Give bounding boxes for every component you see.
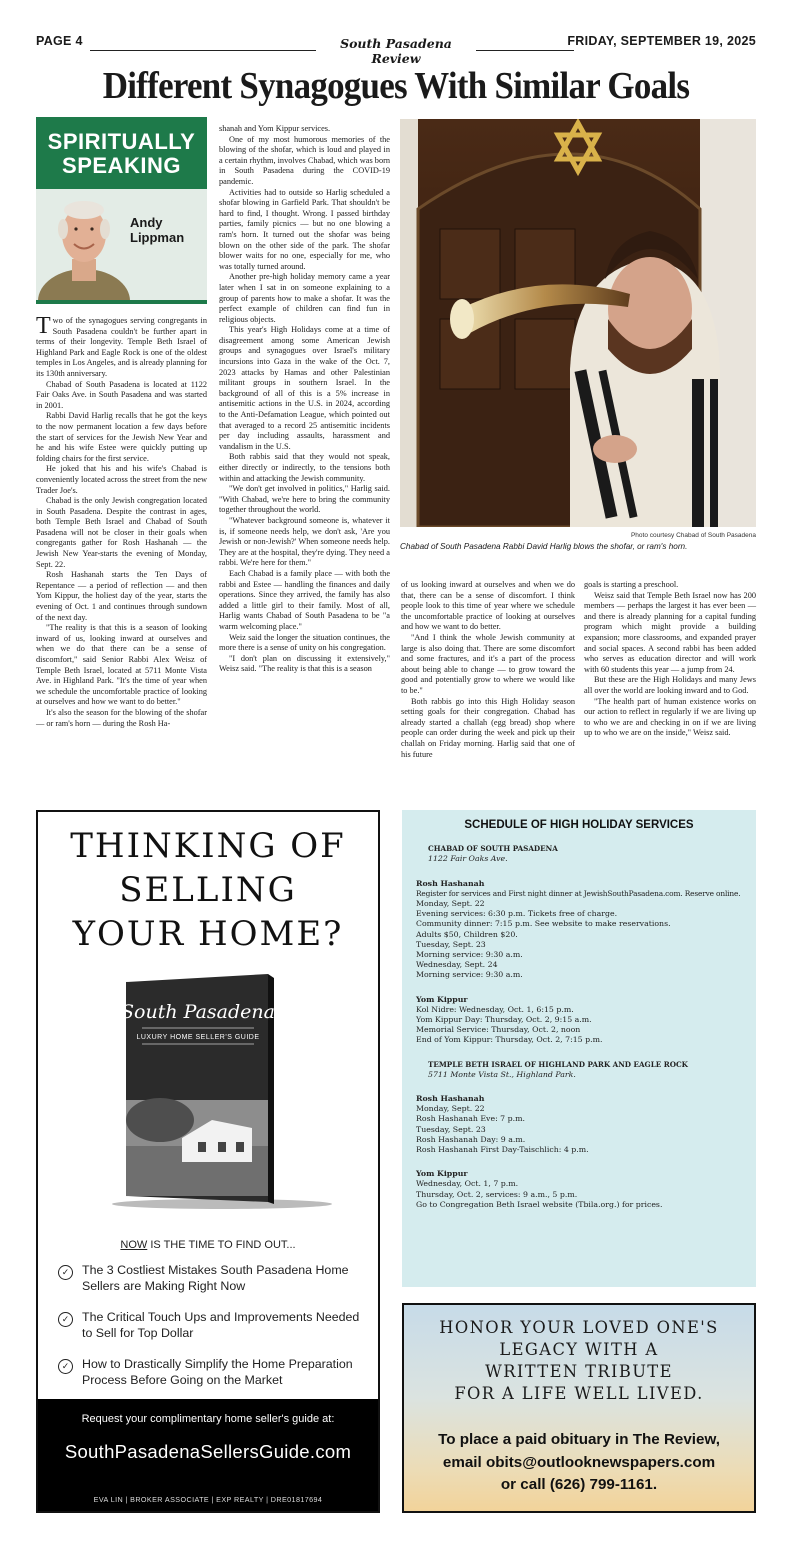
obit-headline-line: LEGACY WITH A xyxy=(499,1340,659,1359)
article-paragraph: Rabbi David Harlig recalls that he got the keys to the now permanent location a few days before the start of services for the Jewish New Year and he and his wife Estee were quickly putting up folding chairs for the first service. xyxy=(36,411,207,463)
schedule-line: Wednesday, Oct. 1, 7 p.m. xyxy=(416,1179,519,1189)
home-seller-ad[interactable] xyxy=(36,810,380,1513)
ad-bullet xyxy=(58,1309,368,1341)
schedule-line: Thursday, Oct. 2, services: 9 a.m., 5 p.m. xyxy=(416,1189,578,1199)
schedule-line: Morning service: 9:30 a.m. xyxy=(416,970,523,980)
ad-headline-line: YOUR HOME? xyxy=(72,914,344,954)
schedule-line: Wednesday, Sept. 24 xyxy=(416,960,498,970)
ad-agent-line: EVA LIN | BROKER ASSOCIATE | EXP REALTY | DRE01817694 xyxy=(93,1495,323,1504)
ad-headline-line: THINKING OF xyxy=(70,826,346,866)
check-circle-icon: ✓ xyxy=(58,1312,73,1327)
ad-bullet xyxy=(58,1356,368,1388)
obit-contact-line: To place a paid obituary in The Review, xyxy=(438,1431,720,1448)
schedule-line: Monday, Sept. 22 xyxy=(416,899,485,909)
article-paragraph: Rosh Hashanah starts the Ten Days of Repentance — a period of reflection — and then Yom Kippur, the holiest day of the year, starts the evening of Oct. 1 and continues through sundown of the next day. xyxy=(36,570,207,622)
schedule-line: Morning service: 9:30 a.m. xyxy=(416,950,523,960)
schedule-line: End of Yom Kippur: Thursday, Oct. 2, 7:15 p.m. xyxy=(416,1035,603,1045)
schedule-org-name: CHABAD OF SOUTH PASADENA xyxy=(428,844,558,854)
check-circle-icon: ✓ xyxy=(58,1265,73,1280)
obituary-ad[interactable] xyxy=(402,1303,756,1513)
article-column-2 xyxy=(219,124,390,794)
article-paragraph: Chabad is the only Jewish congregation located in South Pasadena. Despite the contrast in ages, both Temple Beth Israel and Chabad of South Pasadena will not be closer in their goals when congregants gather for Rosh Hashanah — the Jewish New Year-starts the evening of Monday, Sept. 22. xyxy=(36,496,207,569)
schedule-line: Kol Nidre: Wednesday, Oct. 1, 6:15 p.m. xyxy=(416,1004,574,1014)
obit-phone-line: or call (626) 799-1161. xyxy=(500,1476,658,1493)
check-circle-icon: ✓ xyxy=(58,1359,73,1374)
article-paragraph: goals is starting a preschool. xyxy=(584,580,679,589)
column-sig-rule xyxy=(36,300,207,304)
article-paragraph: "The reality is that this is a season of looking inward of us, looking inward at ourselves and when we do that there can be a sense of discomfort," said Senior Rabbi Alex Weisz of Temple Beth Israel, located at 5711 Monte Vista Ave. in Highland Park. "It's the time of year when we schedule the uncomfortable practice of looking at ourselves and how we want to do better." xyxy=(36,623,207,707)
article-paragraph: One of my most humorous memories of the blowing of the shofar, which is loud and played in a certain rhythm, involves Chabad, which was born in South Pasadena during the COVID-19 pandemic. xyxy=(219,134,390,186)
schedule-line: Evening services: 6:30 p.m. Tickets free of charge. xyxy=(416,909,618,919)
schedule-section-title: Yom Kippur xyxy=(416,994,468,1004)
schedule-org-name: TEMPLE BETH ISRAEL OF HIGHLAND PARK AND EAGLE ROCK xyxy=(428,1059,688,1069)
obit-headline-line: WRITTEN TRIBUTE xyxy=(485,1362,673,1381)
article-paragraph: Both rabbis said that they would not speak, either directly or indirectly, to the tensions both within and attacking the Jewish community. xyxy=(219,452,390,483)
photo-caption: Chabad of South Pasadena Rabbi David Harlig blows the shofar, or ram's horn. xyxy=(400,542,688,551)
issue-date: FRIDAY, SEPTEMBER 19, 2025 xyxy=(567,34,756,48)
article-paragraph: "Whatever background someone is, whatever it is, if someone needs help, we don't ask, 'Are you Jewish or non-Jewish?' When someone needs help. They are at the hospital, they're dying. They need a rabbi. We're here for them." xyxy=(219,515,390,568)
column-title-line1: SPIRITUALLY xyxy=(47,129,196,154)
schedule-org-address: 5711 Monte Vista St., Highland Park. xyxy=(428,1069,576,1079)
article-paragraph: Weiz said the longer the situation continues, the more there is a sense of unity on his congregation. xyxy=(219,632,390,653)
rabbi-shofar-image xyxy=(400,119,756,527)
article-paragraph: "The health part of human existence works on our action to reflect in regularly if we are living up to who we are and checking in on if we are living up to who we are on the inside," Weisz said. xyxy=(584,696,756,738)
obit-headline xyxy=(404,1317,754,1405)
article-paragraph: shanah and Yom Kippur services. xyxy=(219,124,331,133)
obit-headline-line: HONOR YOUR LOVED ONE'S xyxy=(439,1318,719,1337)
schedule-line: Tuesday, Sept. 23 xyxy=(416,939,486,949)
article-paragraph: But these are the High Holidays and many Jews all over the world are looking inward and to God. xyxy=(584,675,756,695)
schedule-line: Community dinner: 7:15 p.m. See website to make reservations. xyxy=(416,919,671,929)
article-paragraph: of us looking inward at ourselves and when we do that, there can be a sense of discomfort. I think people look to this time of year where we schedule the uncomfortable practice of looking at ourselves and how we want to do better. xyxy=(401,580,575,632)
author-last-name: Lippman xyxy=(130,230,185,245)
article-paragraph: Activities had to outside so Harlig scheduled a shofar blowing in Garfield Park. That shouldn't be hard to find, I thought. Wrong. I passed birthday parties, family picnics — but no one blowing a ram's horn. It turned out the shofar was being blown on the other side of the park. The shofar blower waits for no one, especially for me, who was totally turned around. xyxy=(219,187,390,271)
ad-headline-line: SELLING xyxy=(119,870,297,910)
schedule-line: Rosh Hashanah Day: 9 a.m. xyxy=(416,1134,526,1144)
article-paragraph: Chabad of South Pasadena is located at 1122 Fair Oaks Ave. in South Pasadena and was started in 2001. xyxy=(36,379,207,410)
schedule-section-title: Yom Kippur xyxy=(416,1169,468,1179)
article-paragraph: wo of the synagogues serving congregants in South Pasadena couldn't be further apart in terms of their longevity. Temple Beth Israel of Highland Park and Eagle Rock is one of the oldest temples in Los Angeles, and is already planning for its 130th anniversary. xyxy=(36,316,207,378)
paper-logo: South Pasadena Review xyxy=(340,36,452,66)
schedule-line: Register for services and First night dinner at JewishSouthPasadena.com. Reserve online. xyxy=(416,888,741,898)
article-headline: Different Synagogues With Similar Goals xyxy=(102,65,690,107)
schedule-line: Monday, Sept. 22 xyxy=(416,1104,485,1114)
obit-contact xyxy=(404,1429,754,1497)
author-headshot xyxy=(36,189,207,300)
schedule-section-title: Rosh Hashanah xyxy=(416,878,485,888)
rabbi-shofar-photo xyxy=(400,119,756,527)
ad-bullet-text: The 3 Costliest Mistakes South Pasadena Home Sellers are Making Right Now xyxy=(82,1263,349,1293)
article-paragraph: It's also the season for the blowing of the shofar — or ram's horn — during the Rosh Ha- xyxy=(36,707,207,728)
photo-credit: Photo courtesy Chabad of South Pasadena xyxy=(630,532,756,539)
seller-guide-book-image xyxy=(102,970,342,1210)
book-subtitle: LUXURY HOME SELLER'S GUIDE xyxy=(136,1034,260,1041)
article-paragraph: "And I think the whole Jewish community at large is also doing that. There are some discomfort and some fractures, and it's a part of the process about being able to change — to grow toward the good and potentially grow to where we would like to be." xyxy=(401,632,575,695)
author-name xyxy=(130,215,184,245)
schedule-line: Adults $50, Children $20. xyxy=(416,929,518,939)
header-rule-right xyxy=(476,50,574,51)
schedule-line: Rosh Hashanah Eve: 7 p.m. xyxy=(416,1114,525,1124)
schedule-title: SCHEDULE OF HIGH HOLIDAY SERVICES xyxy=(464,819,694,831)
schedule-line: Tuesday, Sept. 23 xyxy=(416,1124,486,1134)
obit-email-link[interactable]: email obits@outlooknewspapers.com xyxy=(442,1453,716,1471)
schedule-line: Memorial Service: Thursday, Oct. 2, noon xyxy=(416,1025,581,1035)
ad-headline xyxy=(38,824,378,956)
column-title-box xyxy=(36,117,207,189)
schedule-section-title: Rosh Hashanah xyxy=(416,1094,485,1104)
column-title-line2: SPEAKING xyxy=(62,153,181,178)
drop-cap: T xyxy=(36,313,51,339)
article-paragraph: Both rabbis go into this High Holiday season setting goals for their congregation. Chabad has already started a challah (egg bread) shop where people can order during the week and pick up their challah on Friday morning. Harlig said that one of his future xyxy=(401,696,575,759)
article-column-3 xyxy=(401,580,575,794)
now-word: NOW xyxy=(120,1239,148,1251)
ad-bullet-text: How to Drastically Simplify the Home Preparation Process Before Going on the Market xyxy=(82,1357,353,1387)
article-paragraph: "We don't get involved in politics," Harlig said. "With Chabad, we're here to bring the community together throughout the world. xyxy=(219,484,390,515)
header-rule-left xyxy=(90,50,316,51)
ad-url-link[interactable]: SouthPasadenaSellersGuide.com xyxy=(64,1441,352,1462)
article-paragraph: He joked that his and his wife's Chabad is conveniently located across the street from the new Trader Joe's. xyxy=(36,464,207,495)
article-column-1 xyxy=(36,313,207,794)
now-rest: IS THE TIME TO FIND OUT... xyxy=(147,1239,296,1251)
article-paragraph: Another pre-high holiday memory came a year later when I sat in on someone explaining to a group of parents how to make a shofar. It was the perfect example of children can find fun in religious objects. xyxy=(219,272,390,324)
article-paragraph: This year's High Holidays come at a time of disagreement among some American Jewish groups and synagogues over Israel's military incursions into Gaza in the wake of the Oct. 7, 2023 attacks by Hamas and other Palestinian militant groups in southern Israel. In the background of all of this is a 5% increase in antisemitic actions in the U.S. in 2024, according to the Anti-Defamation League, which pointed out that averaged to a record 25 antisemitic incidents per day including assaults, harassment and vandalism in the U.S. xyxy=(219,325,390,451)
article-paragraph: "I don't plan on discussing it extensively," Weisz said. "The reality is that this is a season xyxy=(219,653,390,674)
obit-headline-line: FOR A LIFE WELL LIVED. xyxy=(454,1384,704,1403)
book-title: South Pasadena xyxy=(121,1001,275,1023)
page-number: PAGE 4 xyxy=(36,34,83,48)
schedule-line: Rosh Hashanah First Day-Taischlich: 4 p.m. xyxy=(416,1145,589,1155)
article-paragraph: Each Chabad is a family place — with both the rabbi and Estee — handling the finances and daily operations. Since they arrived, the family has also added a little girl to their family. Most of all, Harlig wants Chabad of South Pasadena to be "a warm welcoming place." xyxy=(219,568,390,631)
ad-request-text: Request your complimentary home seller's guide at: xyxy=(81,1413,335,1425)
ad-call-to-action xyxy=(38,1239,378,1251)
ad-footer xyxy=(38,1399,378,1511)
article-column-4 xyxy=(584,580,756,794)
author-first-name: Andy xyxy=(130,215,163,230)
schedule-line: Go to Congregation Beth Israel website (Tbila.org.) for prices. xyxy=(416,1199,663,1209)
ad-bullet-text: The Critical Touch Ups and Improvements Needed to Sell for Top Dollar xyxy=(82,1310,360,1340)
article-paragraph: Weisz said that Temple Beth Israel now has 200 members — perhaps the largest it has ever been — and there is already planning for a capital funding program which might provide a building expansion; more classrooms, and expanded prayer and social spaces. A second rabbi has been added who serves as education director and will work with 60 students this year — a jump from 24. xyxy=(584,590,756,674)
holiday-schedule-box xyxy=(402,810,756,1287)
ad-bullet xyxy=(58,1262,368,1294)
schedule-org-address: 1122 Fair Oaks Ave. xyxy=(428,854,508,864)
schedule-line: Yom Kippur Day: Thursday, Oct. 2, 9:15 a.m. xyxy=(416,1015,592,1025)
